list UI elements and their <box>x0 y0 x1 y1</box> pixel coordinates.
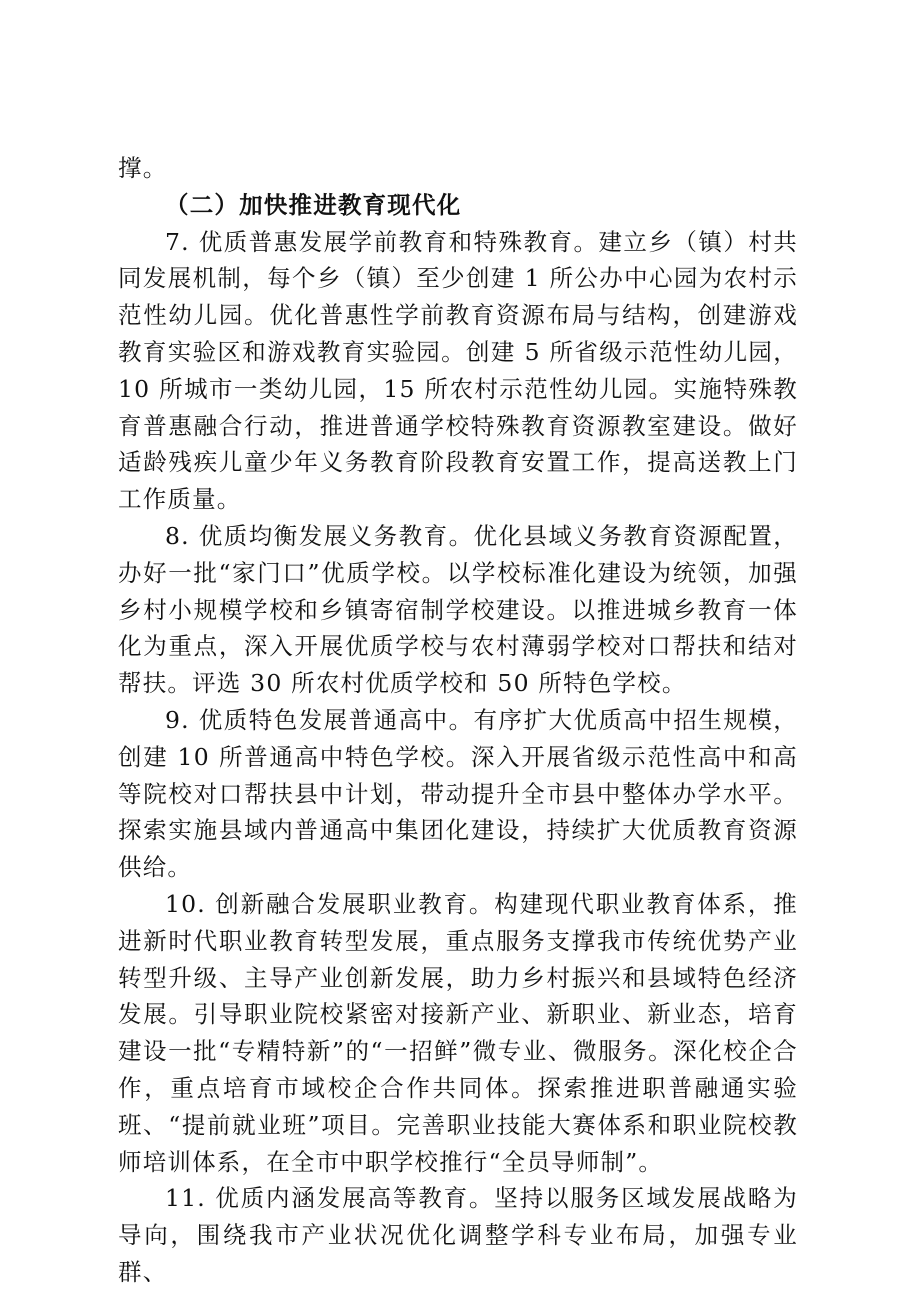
paragraph-item-9: 9. 优质特色发展普通高中。有序扩大优质高中招生规模，创建 10 所普通高中特色学校。深入开展省级示范性高中和高等院校对口帮扶县中计划，带动提升全市县中整体办学水平。探索实施县域内普通高中集团化建设，持续扩大优质教育资源供给。 <box>118 705 798 882</box>
paragraph-item-8: 8. 优质均衡发展义务教育。优化县域义务教育资源配置，办好一批“家门口”优质学校。以学校标准化建设为统领，加强乡村小规模学校和乡镇寄宿制学校建设。以推进城乡教育一体化为重点，深入开展优质学校与农村薄弱学校对口帮扶和结对帮扶。评选 30 所农村优质学校和 50 所特色学校。 <box>118 521 798 698</box>
paragraph-item-10: 10. 创新融合发展职业教育。构建现代职业教育体系，推进新时代职业教育转型发展，重点服务支撑我市传统优势产业转型升级、主导产业创新发展，助力乡村振兴和县域特色经济发展。引导职业院校紧密对接新产业、新职业、新业态，培育建设一批“专精特新”的“一招鲜”微专业、微服务。深化校企合作，重点培育市域校企合作共同体。探索推进职普融通实验班、“提前就业班”项目。完善职业技能大赛体系和职业院校教师培训体系，在全市中职学校推行“全员导师制”。 <box>118 889 798 1176</box>
paragraph-item-7: 7. 优质普惠发展学前教育和特殊教育。建立乡（镇）村共同发展机制，每个乡（镇）至少创建 1 所公办中心园为农村示范性幼儿园。优化普惠性学前教育资源布局与结构，创建游戏教育实验区和游戏教育实验园。创建 5 所省级示范性幼儿园，10 所城市一类幼儿园，15 所农村示范性幼儿园。实施特殊教育普惠融合行动，推进普通学校特殊教育资源教室建设。做好适龄残疾儿童少年义务教育阶段教育安置工作，提高送教上门工作质量。 <box>118 227 798 514</box>
paragraph-continuation: 撑。 <box>118 154 168 182</box>
document-body <box>118 150 798 1291</box>
section-heading: （二）加快推进教育现代化 <box>165 190 462 219</box>
paragraph-item-11: 11. 优质内涵发展高等教育。坚持以服务区域发展战略为导向，围绕我市产业状况优化调整学科专业布局，加强专业群、 <box>118 1184 798 1286</box>
